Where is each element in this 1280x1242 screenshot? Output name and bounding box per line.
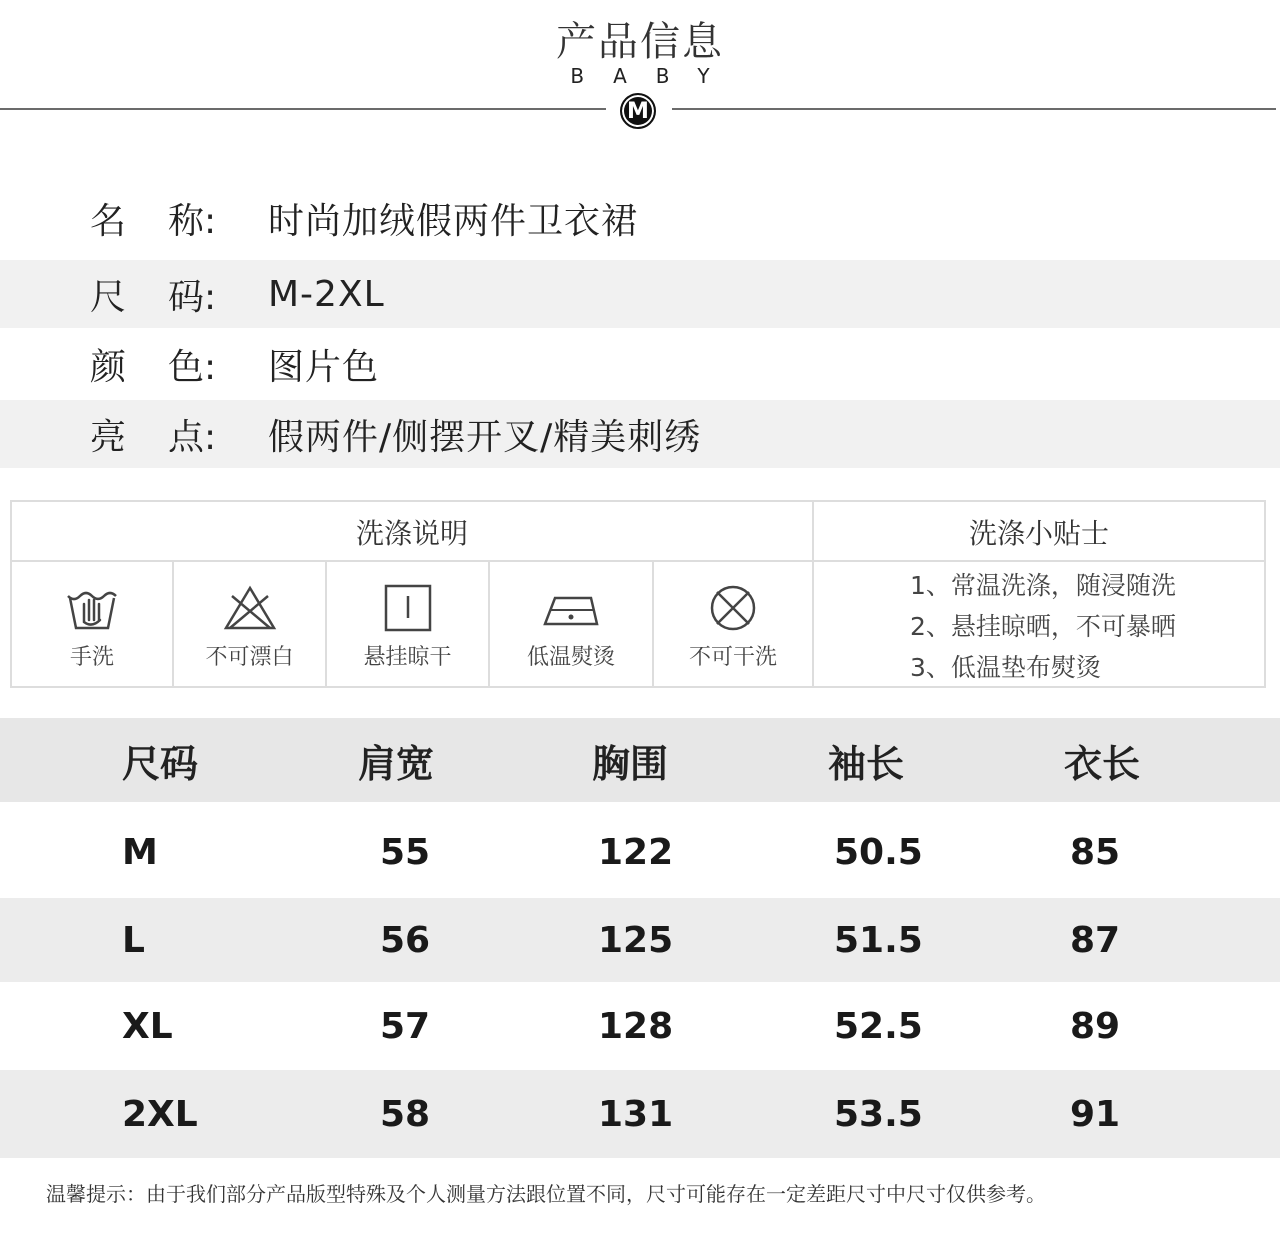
column-header: 肩宽 [358, 741, 435, 786]
column-header: 衣长 [1064, 741, 1141, 786]
table-cell: 57 [380, 1005, 431, 1047]
table-cell: 51.5 [834, 919, 923, 961]
column-header: 袖长 [828, 741, 905, 786]
care-tips [814, 564, 1266, 688]
info-key-char: 名 [90, 200, 127, 242]
care-heading: 洗涤说明 [355, 517, 468, 550]
care-item-low-iron [490, 564, 652, 688]
info-value-highlights: 假两件/侧摆开叉/精美刺绣 [268, 416, 702, 458]
info-key-char: 尺 [90, 276, 127, 318]
info-key-char: 称: [168, 200, 217, 242]
info-value-color: 图片色 [268, 346, 380, 388]
table-cell: 50.5 [834, 831, 923, 873]
hand-wash-icon [62, 582, 122, 634]
care-item-hand-wash [12, 564, 172, 688]
info-value-size: M-2XL [268, 273, 385, 315]
size-table-header [0, 718, 1280, 802]
line-dry-icon [378, 582, 438, 634]
brand-badge: M [620, 93, 656, 129]
table-cell: 91 [1070, 1093, 1121, 1135]
table-cell: 52.5 [834, 1005, 923, 1047]
care-label: 不可漂白 [205, 644, 294, 670]
care-label: 悬挂晾干 [363, 644, 452, 670]
info-value-name: 时尚加绒假两件卫衣裙 [268, 200, 639, 242]
tip-item: 3、低温垫布熨烫 [910, 652, 1101, 682]
care-table [10, 500, 1266, 688]
table-cell: 128 [598, 1005, 674, 1047]
care-item-no-dry-clean [654, 564, 812, 688]
info-key-char: 颜 [90, 346, 127, 388]
care-label: 手洗 [69, 644, 114, 670]
table-cell: 125 [598, 919, 674, 961]
table-cell: 85 [1070, 831, 1121, 873]
header-divider-left [0, 108, 606, 110]
table-cell: 58 [380, 1093, 431, 1135]
info-row-color [0, 330, 1280, 398]
care-item-no-bleach [174, 564, 325, 688]
table-cell: 53.5 [834, 1093, 923, 1135]
tip-item: 1、常温洗涤，随浸随洗 [910, 570, 1176, 600]
table-cell: XL [122, 1005, 173, 1047]
page-title: 产品信息 [556, 19, 724, 65]
table-cell: 89 [1070, 1005, 1121, 1047]
table-row [0, 898, 1280, 982]
tips-heading: 洗涤小贴士 [968, 517, 1109, 550]
info-key-char: 点: [168, 416, 217, 458]
table-cell: 2XL [122, 1093, 198, 1135]
low-iron-icon [541, 582, 601, 634]
table-cell: 131 [598, 1093, 674, 1135]
care-label: 不可干洗 [688, 644, 777, 670]
column-header: 胸围 [592, 741, 669, 786]
info-key-char: 亮 [90, 416, 127, 458]
table-cell: 55 [380, 831, 431, 873]
header-divider-right [672, 108, 1276, 110]
brand-subtitle: BABY [570, 64, 739, 88]
care-item-line-dry [327, 564, 488, 688]
table-row [0, 810, 1280, 894]
footnote: 温馨提示：由于我们部分产品版型特殊及个人测量方法跟位置不同，尺寸可能存在一定差距尺寸中尺寸仅供参考。 [46, 1182, 1046, 1206]
info-row-size [0, 260, 1280, 328]
table-cell: 122 [598, 831, 674, 873]
table-cell: M [122, 831, 158, 873]
no-dry-clean-icon [703, 582, 763, 634]
info-key-char: 色: [168, 346, 217, 388]
column-header: 尺码 [122, 741, 199, 786]
info-row-highlights [0, 400, 1280, 468]
table-cell: 87 [1070, 919, 1121, 961]
table-row [0, 984, 1280, 1068]
table-cell: 56 [380, 919, 431, 961]
no-bleach-icon [220, 582, 280, 634]
care-label: 低温熨烫 [526, 644, 615, 670]
table-cell: L [122, 919, 145, 961]
info-key-char: 码: [168, 276, 217, 318]
tip-item: 2、悬挂晾晒，不可暴晒 [910, 611, 1176, 641]
info-row-name [0, 184, 1280, 252]
table-row [0, 1070, 1280, 1158]
